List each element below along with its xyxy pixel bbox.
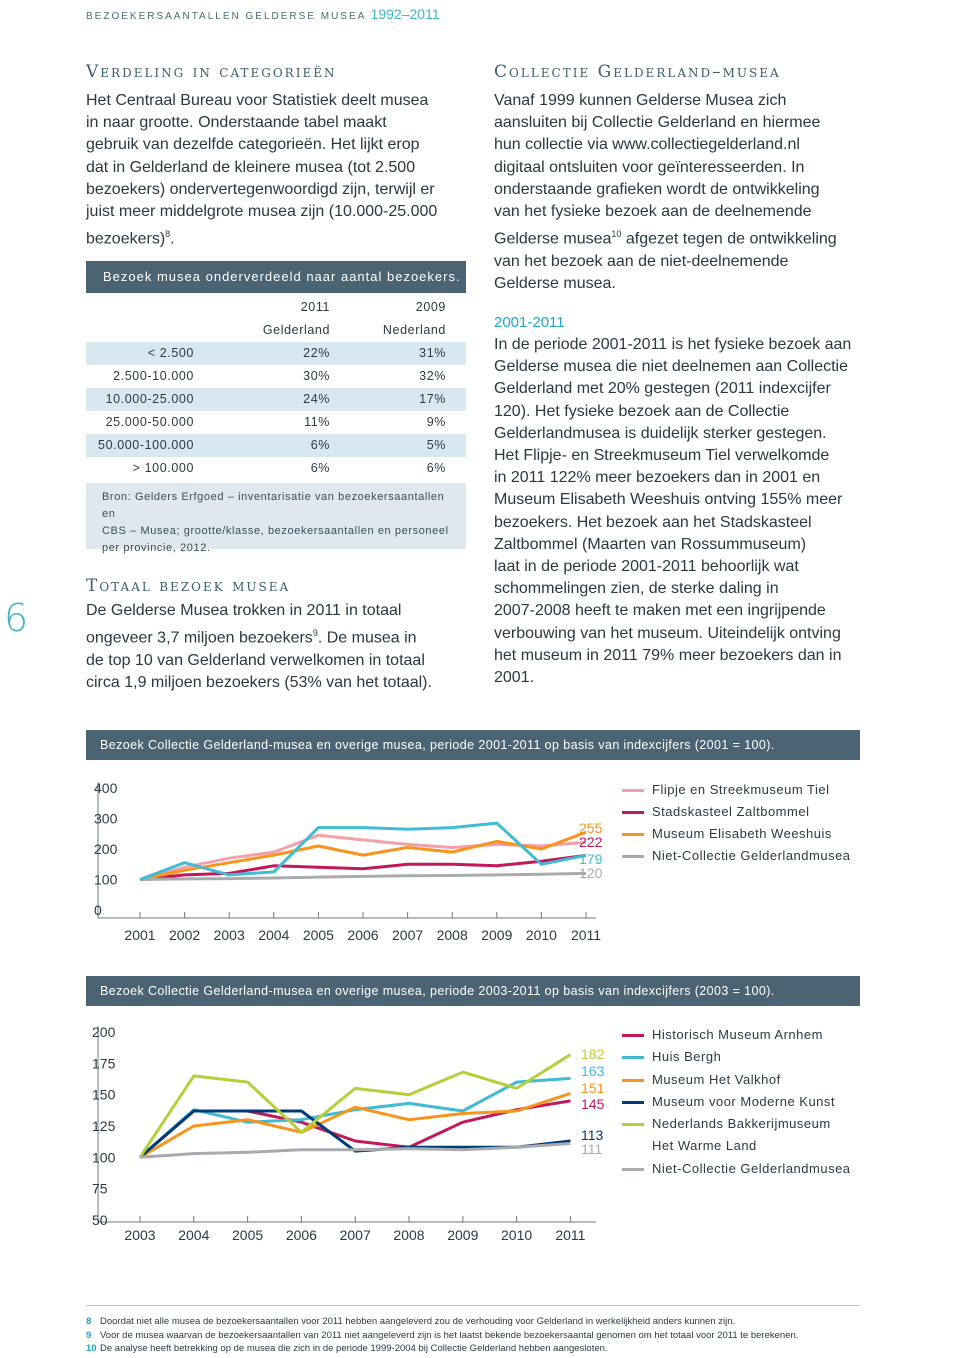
y-tick-label: 100 <box>94 871 118 888</box>
table-source <box>86 483 466 554</box>
col-gelderland: Gelderland <box>262 323 330 337</box>
legend-swatch <box>622 833 644 836</box>
table-row <box>86 365 466 388</box>
x-tick-label: 2003 <box>124 1227 156 1243</box>
y-tick-label: 75 <box>92 1180 108 1197</box>
line: van het bezoek aan de niet-deelnemende <box>494 252 789 270</box>
legend-label: Niet-Collectie Gelderlandmusea <box>652 1161 851 1176</box>
legend-label: Museum Het Valkhof <box>652 1072 781 1087</box>
line: Het Centraal Bureau voor Statistiek deelt musea <box>86 92 429 109</box>
legend-item <box>622 1116 882 1136</box>
line: Vanaf 1999 kunnen Gelderse Musea zich <box>494 92 787 109</box>
series-line <box>140 1144 570 1158</box>
para-2001-2011 <box>494 334 874 689</box>
line: 2007-2008 heeft te maken met een ingrijpende <box>494 602 826 620</box>
legend-swatch <box>622 1079 644 1082</box>
end-value-label: 111 <box>581 1141 603 1157</box>
line: circa 1,9 miljoen bezoekers (53% van het totaal). <box>86 673 432 691</box>
cell-category: 10.000-25.000 <box>105 392 194 406</box>
end-value-label: 113 <box>581 1127 604 1143</box>
cell-category: 50.000-100.000 <box>98 438 194 452</box>
chart1-title: Bezoek Collectie Gelderland-musea en overige musea, periode 2001-2011 op basis van indexcijfers (2001 = 100). <box>86 730 860 760</box>
cell-gelderland: 11% <box>304 415 330 429</box>
line: juist meer middelgrote musea zijn (10.000-25.000 <box>86 203 438 221</box>
legend-swatch <box>622 1145 644 1148</box>
heading-totaal: Totaal bezoek musea <box>86 576 291 596</box>
line: Gelderse musea. <box>494 274 616 292</box>
table-row <box>86 388 466 411</box>
end-value-label: 179 <box>579 851 603 867</box>
x-tick-label: 2010 <box>525 927 557 943</box>
x-tick-label: 2006 <box>285 1227 317 1243</box>
legend-label: Historisch Museum Arnhem <box>652 1027 823 1042</box>
y-tick-label: 200 <box>94 841 118 857</box>
cell-nederland: 17% <box>419 392 446 406</box>
cell-category: < 2.500 <box>147 346 194 360</box>
x-tick-label: 2002 <box>169 927 201 943</box>
line: onderstaande grafieken wordt de ontwikkeling <box>494 180 820 198</box>
line: in 2011 122% meer bezoekers dan in 2001 en <box>494 469 821 487</box>
legend-item <box>622 1161 882 1181</box>
cell-gelderland: 24% <box>303 392 330 406</box>
heading-verdeling: Verdeling in categorieën <box>86 62 337 82</box>
running-head-years: 1992–2011 <box>370 6 440 22</box>
x-tick-label: 2007 <box>392 927 424 943</box>
line: ongeveer 3,7 miljoen bezoekers <box>86 629 313 647</box>
chart1-legend <box>622 782 862 882</box>
line: laat in de periode 2001-2011 behoorlijk wat <box>494 558 799 576</box>
footnote-text: Voor de musea waarvan de bezoekersaantallen van 2011 niet aangeleverd zijn is het laatst bekende bezoekersaantal genomen om het totaal voor 2011 te berekenen. <box>100 1330 799 1341</box>
legend-swatch <box>622 1056 644 1059</box>
legend-label: Niet-Collectie Gelderlandmusea <box>652 848 851 863</box>
x-tick-label: 2009 <box>481 927 513 943</box>
cell-nederland: 5% <box>426 438 446 452</box>
footnote-text: De analyse heeft betrekking op de musea die zich in de periode 1999-2004 bij Collectie Gelderland hebben aangesloten. <box>100 1343 608 1354</box>
x-tick-label: 2010 <box>501 1227 533 1243</box>
legend-label: Museum Elisabeth Weeshuis <box>652 826 832 841</box>
running-head <box>86 6 440 22</box>
line: Gelderse musea <box>494 230 612 248</box>
cell-gelderland: 6% <box>310 438 330 452</box>
chart2-legend <box>622 1027 862 1187</box>
table-row <box>86 457 466 480</box>
table-header-regions <box>86 319 466 342</box>
line: gebruik van dezelfde categorieën. Het lijkt erop <box>86 136 420 154</box>
footnote <box>86 1316 735 1327</box>
table-title: Bezoek musea onderverdeeld naar aantal bezoekers. <box>86 261 466 293</box>
para-totaal <box>86 600 476 694</box>
footnote-number: 9 <box>86 1330 92 1341</box>
y-tick-label: 100 <box>92 1149 116 1166</box>
source-line: CBS – Musea; grootte/klasse, bezoekersaantallen en personeel <box>102 525 449 537</box>
line: 120). Het fysieke bezoek aan de Collectie <box>494 402 790 420</box>
line: aansluiten bij Collectie Gelderland en hiermee <box>494 114 821 132</box>
x-tick-label: 2003 <box>213 927 245 943</box>
x-tick-label: 2008 <box>393 1227 425 1243</box>
y-tick-label: 125 <box>92 1118 116 1134</box>
legend-item <box>622 848 882 868</box>
footnote-number: 10 <box>86 1343 97 1354</box>
line: Het Flipje- en Streekmuseum Tiel verwelkomde <box>494 447 830 465</box>
legend-item <box>622 1138 882 1158</box>
legend-swatch <box>622 1168 644 1171</box>
legend-item <box>622 1072 882 1092</box>
cell-gelderland: 30% <box>303 369 330 383</box>
subhead-2001-2011: 2001-2011 <box>494 314 565 331</box>
legend-label: Huis Bergh <box>652 1049 722 1064</box>
line: Zaltbommel (Maarten van Rossummuseum) <box>494 535 807 553</box>
legend-swatch <box>622 1123 644 1126</box>
line: in naar grootte. Onderstaande tabel maakt <box>86 114 387 132</box>
line: de top 10 van Gelderland verwelkomen in totaal <box>86 651 425 669</box>
legend-item <box>622 1094 882 1114</box>
x-tick-label: 2001 <box>124 927 156 943</box>
y-tick-label: 400 <box>94 780 118 796</box>
footnote <box>86 1343 608 1354</box>
cell-category: > 100.000 <box>132 461 194 475</box>
line: hun collectie via www.collectiegelderland.nl <box>494 136 800 154</box>
x-tick-label: 2009 <box>447 1227 479 1243</box>
footnote-rule <box>86 1305 860 1306</box>
legend-swatch <box>622 789 644 792</box>
footnote-text: Doordat niet alle musea de bezoekersaantallen voor 2011 hebben aangeleverd zou de verhouding voor Gelderland in werkelijkheid anders kunnen zijn. <box>100 1316 736 1327</box>
cell-nederland: 9% <box>426 415 446 429</box>
line: digitaal ontsluiten voor geïnteresseerden. In <box>494 158 805 176</box>
line: Gelderland met 20% gestegen (2011 indexcijfer <box>494 380 831 398</box>
footnote-number: 8 <box>86 1316 92 1327</box>
x-tick-label: 2011 <box>570 927 602 943</box>
x-tick-label: 2007 <box>339 1227 371 1243</box>
table-header-years <box>86 296 466 319</box>
cell-nederland: 32% <box>419 369 446 383</box>
end-value-label: 182 <box>581 1046 605 1062</box>
line: In de periode 2001-2011 is het fysieke bezoek aan <box>494 336 852 353</box>
line: afgezet tegen de ontwikkeling <box>621 230 837 248</box>
x-tick-label: 2004 <box>258 927 290 943</box>
cell-nederland: 6% <box>426 461 446 475</box>
end-value-label: 120 <box>579 865 603 881</box>
col-year-2011: 2011 <box>300 300 330 314</box>
line: bezoekers) ondervertegenwoordigd zijn, terwijl er <box>86 180 435 198</box>
footnote <box>86 1330 798 1341</box>
legend-item <box>622 1027 882 1047</box>
legend-label: Nederlands Bakkerijmuseum <box>652 1116 831 1131</box>
para-collectie <box>494 90 874 295</box>
table-row <box>86 342 466 365</box>
x-tick-label: 2005 <box>302 927 334 943</box>
line: bezoekers) <box>86 230 166 248</box>
cell-gelderland: 22% <box>303 346 330 360</box>
line: Gelderse musea die niet deelnemen aan Collectie <box>494 358 848 376</box>
end-value-label: 222 <box>579 834 603 850</box>
line: van het fysieke bezoek aan de deelnemende <box>494 203 812 221</box>
legend-label: Het Warme Land <box>652 1138 757 1153</box>
col-nederland: Nederland <box>382 323 446 337</box>
x-tick-label: 2005 <box>232 1227 264 1243</box>
line: dat in Gelderland de kleinere musea (tot 2.500 <box>86 158 416 176</box>
legend-item <box>622 782 882 802</box>
chart2-title: Bezoek Collectie Gelderland-musea en overige musea, periode 2003-2011 op basis van indexcijfers (2003 = 100). <box>86 976 860 1006</box>
legend-label: Stadskasteel Zaltbommel <box>652 804 810 819</box>
line: het museum in 2011 79% meer bezoekers dan in <box>494 646 842 664</box>
legend-swatch <box>622 855 644 858</box>
end-value-label: 145 <box>581 1096 605 1112</box>
line: schommelingen zien, de sterke daling in <box>494 580 779 598</box>
x-tick-label: 2004 <box>178 1227 210 1243</box>
page-number: 6 <box>4 596 29 640</box>
legend-item <box>622 826 882 846</box>
legend-item <box>622 1049 882 1069</box>
cell-gelderland: 6% <box>310 461 330 475</box>
line: . De musea in <box>317 629 417 647</box>
x-tick-label: 2006 <box>347 927 379 943</box>
x-tick-label: 2008 <box>436 927 468 943</box>
footnote-ref: 8 <box>165 229 171 240</box>
legend-swatch <box>622 811 644 814</box>
heading-collectie: Collectie Gelderland–musea <box>494 62 781 82</box>
footnote-ref: 10 <box>611 229 622 240</box>
legend-item <box>622 804 882 824</box>
y-tick-label: 150 <box>92 1086 116 1103</box>
visitor-category-table <box>86 296 466 480</box>
line: Museum Elisabeth Weeshuis ontving 155% meer <box>494 491 843 509</box>
line: verbouwing van het museum. Uiteindelijk ontving <box>494 624 841 642</box>
legend-swatch <box>622 1101 644 1104</box>
y-tick-label: 175 <box>92 1055 116 1072</box>
cell-category: 2.500-10.000 <box>113 369 194 383</box>
source-line: per provincie, 2012. <box>102 542 211 554</box>
legend-label: Flipje en Streekmuseum Tiel <box>652 782 830 797</box>
end-value-label: 151 <box>581 1080 605 1096</box>
series-line <box>140 823 586 879</box>
source-line: Bron: Gelders Erfgoed – inventarisatie van bezoekersaantallen en <box>102 491 445 520</box>
cell-category: 25.000-50.000 <box>105 415 194 429</box>
legend-label: Museum voor Moderne Kunst <box>652 1094 836 1109</box>
para-verdeling: Het Centraal Bureau voor Statistiek deelt musea in naar grootte. Onderstaande tabel maakt gebruik van dezelfde categorieën. Het lijkt erop dat in Gelderland de kleinere musea (tot 2.500 bezoekers) ondervertegenwoordigd zijn, terwijl er juist meer middelgrote musea zijn (10.000-25.000 bezoekers)$^8$. <box>86 92 438 248</box>
y-tick-label: 300 <box>94 810 118 827</box>
line: Gelderlandmusea is duidelijk sterker gestegen. <box>494 424 827 442</box>
table-row <box>86 434 466 457</box>
end-value-label: 255 <box>579 820 603 836</box>
running-head-text: BEZOEKERSAANTALLEN GELDERSE MUSEA <box>86 11 366 22</box>
x-tick-label: 2011 <box>555 1227 586 1243</box>
table-row <box>86 411 466 434</box>
y-tick-label: 50 <box>92 1212 108 1228</box>
col-year-2009: 2009 <box>415 300 446 314</box>
footnote-ref: 9 <box>312 628 318 639</box>
end-value-label: 163 <box>581 1063 605 1079</box>
legend-swatch <box>622 1034 644 1037</box>
cell-nederland: 31% <box>419 346 446 360</box>
line: 2001. <box>494 669 535 687</box>
line: De Gelderse Musea trokken in 2011 in totaal <box>86 602 402 619</box>
y-tick-label: 200 <box>92 1024 116 1040</box>
y-tick-label: 0 <box>94 902 102 918</box>
line: bezoekers. Het bezoek aan het Stadskasteel <box>494 513 812 531</box>
